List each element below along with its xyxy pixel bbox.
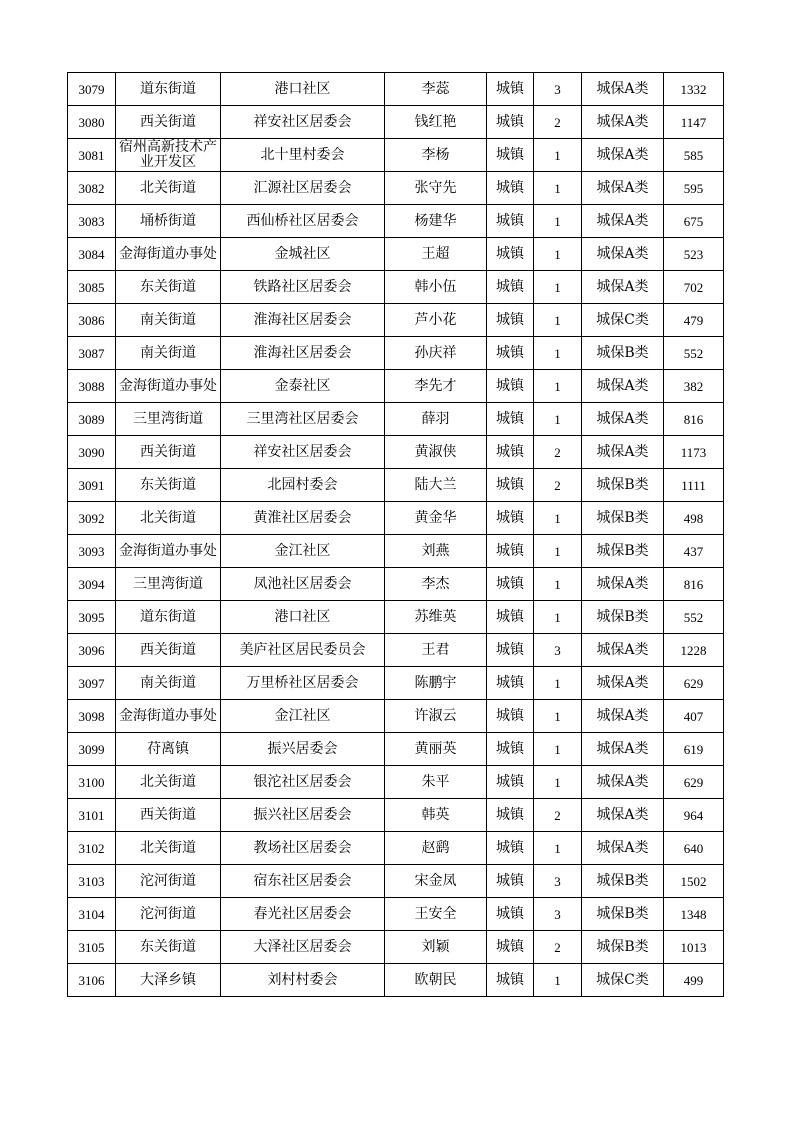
cell-amount: 1228 (664, 634, 724, 667)
cell-amount: 702 (664, 271, 724, 304)
cell-category: 城保A类 (582, 568, 664, 601)
cell-community: 万里桥社区居委会 (221, 667, 385, 700)
cell-community: 宿东社区居委会 (221, 865, 385, 898)
cell-persons: 1 (534, 172, 582, 205)
table-row (68, 799, 724, 832)
cell-street: 沱河街道 (116, 898, 221, 931)
cell-id: 3100 (68, 766, 116, 799)
cell-street: 三里湾街道 (116, 568, 221, 601)
cell-area: 城镇 (487, 568, 534, 601)
cell-id: 3103 (68, 865, 116, 898)
cell-name: 杨建华 (385, 205, 487, 238)
table-row (68, 271, 724, 304)
cell-street: 东关街道 (116, 469, 221, 502)
cell-amount: 1111 (664, 469, 724, 502)
cell-street: 北关街道 (116, 766, 221, 799)
cell-amount: 629 (664, 766, 724, 799)
cell-category: 城保A类 (582, 205, 664, 238)
cell-category: 城保B类 (582, 502, 664, 535)
cell-category: 城保B类 (582, 865, 664, 898)
cell-name: 朱平 (385, 766, 487, 799)
cell-id: 3105 (68, 931, 116, 964)
cell-category: 城保C类 (582, 304, 664, 337)
cell-persons: 1 (534, 304, 582, 337)
cell-category: 城保A类 (582, 634, 664, 667)
cell-category: 城保A类 (582, 766, 664, 799)
table-row (68, 601, 724, 634)
cell-persons: 2 (534, 931, 582, 964)
cell-area: 城镇 (487, 931, 534, 964)
cell-persons: 2 (534, 799, 582, 832)
cell-area: 城镇 (487, 205, 534, 238)
cell-street: 道东街道 (116, 601, 221, 634)
cell-id: 3079 (68, 73, 116, 106)
cell-persons: 1 (534, 238, 582, 271)
table-row (68, 733, 724, 766)
cell-street: 东关街道 (116, 931, 221, 964)
cell-id: 3080 (68, 106, 116, 139)
cell-area: 城镇 (487, 700, 534, 733)
cell-community: 金江社区 (221, 700, 385, 733)
cell-street: 三里湾街道 (116, 403, 221, 436)
cell-street: 北关街道 (116, 832, 221, 865)
cell-street: 道东街道 (116, 73, 221, 106)
cell-street: 东关街道 (116, 271, 221, 304)
cell-category: 城保A类 (582, 139, 664, 172)
cell-name: 苏维英 (385, 601, 487, 634)
table-row (68, 568, 724, 601)
cell-amount: 382 (664, 370, 724, 403)
cell-area: 城镇 (487, 766, 534, 799)
table-row (68, 832, 724, 865)
table-row (68, 931, 724, 964)
cell-area: 城镇 (487, 106, 534, 139)
cell-area: 城镇 (487, 337, 534, 370)
cell-id: 3085 (68, 271, 116, 304)
cell-community: 祥安社区居委会 (221, 436, 385, 469)
cell-persons: 1 (534, 535, 582, 568)
cell-street: 西关街道 (116, 634, 221, 667)
cell-persons: 1 (534, 205, 582, 238)
cell-name: 李杰 (385, 568, 487, 601)
cell-name: 王超 (385, 238, 487, 271)
cell-amount: 1502 (664, 865, 724, 898)
cell-persons: 1 (534, 403, 582, 436)
cell-id: 3102 (68, 832, 116, 865)
cell-name: 黄淑侠 (385, 436, 487, 469)
table-row (68, 403, 724, 436)
cell-category: 城保A类 (582, 106, 664, 139)
cell-id: 3098 (68, 700, 116, 733)
cell-category: 城保B类 (582, 337, 664, 370)
cell-name: 韩英 (385, 799, 487, 832)
cell-area: 城镇 (487, 304, 534, 337)
cell-street: 埇桥街道 (116, 205, 221, 238)
table-row (68, 667, 724, 700)
cell-id: 3091 (68, 469, 116, 502)
cell-amount: 407 (664, 700, 724, 733)
cell-community: 春光社区居委会 (221, 898, 385, 931)
cell-community: 淮海社区居委会 (221, 304, 385, 337)
cell-street: 南关街道 (116, 304, 221, 337)
cell-name: 薛羽 (385, 403, 487, 436)
cell-area: 城镇 (487, 370, 534, 403)
cell-amount: 1173 (664, 436, 724, 469)
cell-persons: 1 (534, 667, 582, 700)
cell-name: 陈鹏宇 (385, 667, 487, 700)
cell-street: 金海街道办事处 (116, 535, 221, 568)
cell-community: 银沱社区居委会 (221, 766, 385, 799)
cell-category: 城保A类 (582, 403, 664, 436)
cell-name: 王君 (385, 634, 487, 667)
table-row (68, 634, 724, 667)
cell-id: 3099 (68, 733, 116, 766)
table-row (68, 502, 724, 535)
cell-community: 三里湾社区居委会 (221, 403, 385, 436)
table-row (68, 898, 724, 931)
cell-id: 3106 (68, 964, 116, 997)
cell-category: 城保A类 (582, 733, 664, 766)
cell-amount: 629 (664, 667, 724, 700)
cell-area: 城镇 (487, 601, 534, 634)
cell-name: 欧朝民 (385, 964, 487, 997)
cell-persons: 1 (534, 766, 582, 799)
cell-amount: 816 (664, 403, 724, 436)
cell-persons: 1 (534, 601, 582, 634)
cell-amount: 552 (664, 601, 724, 634)
cell-persons: 3 (534, 898, 582, 931)
cell-amount: 498 (664, 502, 724, 535)
cell-name: 许淑云 (385, 700, 487, 733)
table-row (68, 865, 724, 898)
cell-area: 城镇 (487, 964, 534, 997)
table-row (68, 700, 724, 733)
cell-id: 3081 (68, 139, 116, 172)
cell-persons: 1 (534, 832, 582, 865)
cell-name: 黄丽英 (385, 733, 487, 766)
cell-name: 芦小花 (385, 304, 487, 337)
cell-category: 城保A类 (582, 370, 664, 403)
cell-name: 陆大兰 (385, 469, 487, 502)
table-row (68, 964, 724, 997)
cell-name: 刘颖 (385, 931, 487, 964)
cell-name: 宋金凤 (385, 865, 487, 898)
cell-area: 城镇 (487, 865, 534, 898)
cell-category: 城保A类 (582, 832, 664, 865)
cell-category: 城保A类 (582, 700, 664, 733)
cell-persons: 1 (534, 568, 582, 601)
cell-community: 振兴居委会 (221, 733, 385, 766)
cell-amount: 585 (664, 139, 724, 172)
cell-persons: 2 (534, 469, 582, 502)
cell-community: 教场社区居委会 (221, 832, 385, 865)
cell-persons: 1 (534, 700, 582, 733)
cell-persons: 2 (534, 106, 582, 139)
cell-street: 大泽乡镇 (116, 964, 221, 997)
cell-street: 宿州高新技术产业开发区 (116, 139, 221, 172)
cell-id: 3087 (68, 337, 116, 370)
cell-street: 苻离镇 (116, 733, 221, 766)
cell-community: 淮海社区居委会 (221, 337, 385, 370)
cell-amount: 1013 (664, 931, 724, 964)
cell-community: 刘村村委会 (221, 964, 385, 997)
cell-name: 钱红艳 (385, 106, 487, 139)
cell-persons: 1 (534, 337, 582, 370)
cell-area: 城镇 (487, 73, 534, 106)
cell-street: 金海街道办事处 (116, 700, 221, 733)
cell-amount: 499 (664, 964, 724, 997)
cell-amount: 816 (664, 568, 724, 601)
cell-persons: 1 (534, 502, 582, 535)
cell-id: 3088 (68, 370, 116, 403)
cell-street: 南关街道 (116, 337, 221, 370)
table-row (68, 139, 724, 172)
cell-id: 3095 (68, 601, 116, 634)
cell-street: 北关街道 (116, 502, 221, 535)
cell-category: 城保B类 (582, 931, 664, 964)
table-row (68, 370, 724, 403)
cell-street: 西关街道 (116, 799, 221, 832)
table-row (68, 106, 724, 139)
table-row (68, 535, 724, 568)
cell-amount: 619 (664, 733, 724, 766)
table-row (68, 766, 724, 799)
cell-community: 金江社区 (221, 535, 385, 568)
table-body (68, 73, 724, 997)
cell-id: 3096 (68, 634, 116, 667)
cell-category: 城保A类 (582, 667, 664, 700)
table-row (68, 238, 724, 271)
cell-community: 西仙桥社区居委会 (221, 205, 385, 238)
cell-category: 城保A类 (582, 238, 664, 271)
cell-community: 北十里村委会 (221, 139, 385, 172)
cell-area: 城镇 (487, 172, 534, 205)
cell-persons: 1 (534, 271, 582, 304)
cell-community: 港口社区 (221, 73, 385, 106)
table-row (68, 436, 724, 469)
cell-id: 3084 (68, 238, 116, 271)
cell-id: 3089 (68, 403, 116, 436)
cell-persons: 2 (534, 436, 582, 469)
cell-area: 城镇 (487, 634, 534, 667)
cell-area: 城镇 (487, 898, 534, 931)
cell-street: 西关街道 (116, 106, 221, 139)
subsidy-table (67, 72, 724, 997)
cell-persons: 1 (534, 139, 582, 172)
cell-amount: 437 (664, 535, 724, 568)
cell-name: 赵鹞 (385, 832, 487, 865)
cell-category: 城保A类 (582, 172, 664, 205)
cell-street: 金海街道办事处 (116, 370, 221, 403)
table-row (68, 205, 724, 238)
table-row (68, 172, 724, 205)
cell-community: 北园村委会 (221, 469, 385, 502)
cell-amount: 479 (664, 304, 724, 337)
cell-id: 3092 (68, 502, 116, 535)
cell-area: 城镇 (487, 733, 534, 766)
cell-id: 3090 (68, 436, 116, 469)
cell-persons: 3 (534, 634, 582, 667)
cell-name: 韩小伍 (385, 271, 487, 304)
cell-amount: 964 (664, 799, 724, 832)
cell-category: 城保A类 (582, 73, 664, 106)
cell-community: 黄淮社区居委会 (221, 502, 385, 535)
cell-street: 南关街道 (116, 667, 221, 700)
cell-amount: 1332 (664, 73, 724, 106)
cell-name: 王安全 (385, 898, 487, 931)
cell-category: 城保C类 (582, 964, 664, 997)
cell-id: 3104 (68, 898, 116, 931)
cell-name: 刘燕 (385, 535, 487, 568)
cell-amount: 640 (664, 832, 724, 865)
cell-category: 城保B类 (582, 898, 664, 931)
cell-category: 城保A类 (582, 436, 664, 469)
cell-category: 城保B类 (582, 535, 664, 568)
cell-area: 城镇 (487, 403, 534, 436)
cell-community: 凤池社区居委会 (221, 568, 385, 601)
cell-id: 3086 (68, 304, 116, 337)
cell-amount: 552 (664, 337, 724, 370)
cell-persons: 1 (534, 370, 582, 403)
cell-id: 3083 (68, 205, 116, 238)
cell-area: 城镇 (487, 436, 534, 469)
cell-area: 城镇 (487, 832, 534, 865)
cell-area: 城镇 (487, 799, 534, 832)
cell-name: 李蕊 (385, 73, 487, 106)
cell-id: 3094 (68, 568, 116, 601)
cell-area: 城镇 (487, 535, 534, 568)
cell-name: 黄金华 (385, 502, 487, 535)
cell-community: 大泽社区居委会 (221, 931, 385, 964)
table-row (68, 304, 724, 337)
cell-community: 振兴社区居委会 (221, 799, 385, 832)
cell-area: 城镇 (487, 469, 534, 502)
cell-community: 美庐社区居民委员会 (221, 634, 385, 667)
cell-id: 3097 (68, 667, 116, 700)
cell-area: 城镇 (487, 667, 534, 700)
cell-persons: 1 (534, 733, 582, 766)
cell-persons: 3 (534, 73, 582, 106)
cell-area: 城镇 (487, 502, 534, 535)
cell-street: 北关街道 (116, 172, 221, 205)
cell-area: 城镇 (487, 139, 534, 172)
cell-street: 金海街道办事处 (116, 238, 221, 271)
cell-name: 李先才 (385, 370, 487, 403)
cell-community: 港口社区 (221, 601, 385, 634)
cell-name: 张守先 (385, 172, 487, 205)
cell-amount: 675 (664, 205, 724, 238)
cell-community: 铁路社区居委会 (221, 271, 385, 304)
cell-amount: 1348 (664, 898, 724, 931)
table-row (68, 469, 724, 502)
cell-id: 3082 (68, 172, 116, 205)
cell-area: 城镇 (487, 271, 534, 304)
table-row (68, 337, 724, 370)
cell-area: 城镇 (487, 238, 534, 271)
cell-name: 孙庆祥 (385, 337, 487, 370)
document-page (67, 72, 723, 997)
table-row (68, 73, 724, 106)
cell-category: 城保A类 (582, 271, 664, 304)
cell-street: 沱河街道 (116, 865, 221, 898)
cell-street: 西关街道 (116, 436, 221, 469)
cell-community: 金城社区 (221, 238, 385, 271)
cell-community: 汇源社区居委会 (221, 172, 385, 205)
cell-id: 3101 (68, 799, 116, 832)
cell-community: 金泰社区 (221, 370, 385, 403)
cell-amount: 595 (664, 172, 724, 205)
cell-amount: 523 (664, 238, 724, 271)
cell-name: 李杨 (385, 139, 487, 172)
cell-persons: 3 (534, 865, 582, 898)
cell-community: 祥安社区居委会 (221, 106, 385, 139)
cell-category: 城保A类 (582, 799, 664, 832)
cell-amount: 1147 (664, 106, 724, 139)
cell-id: 3093 (68, 535, 116, 568)
cell-category: 城保B类 (582, 601, 664, 634)
cell-category: 城保B类 (582, 469, 664, 502)
cell-persons: 1 (534, 964, 582, 997)
